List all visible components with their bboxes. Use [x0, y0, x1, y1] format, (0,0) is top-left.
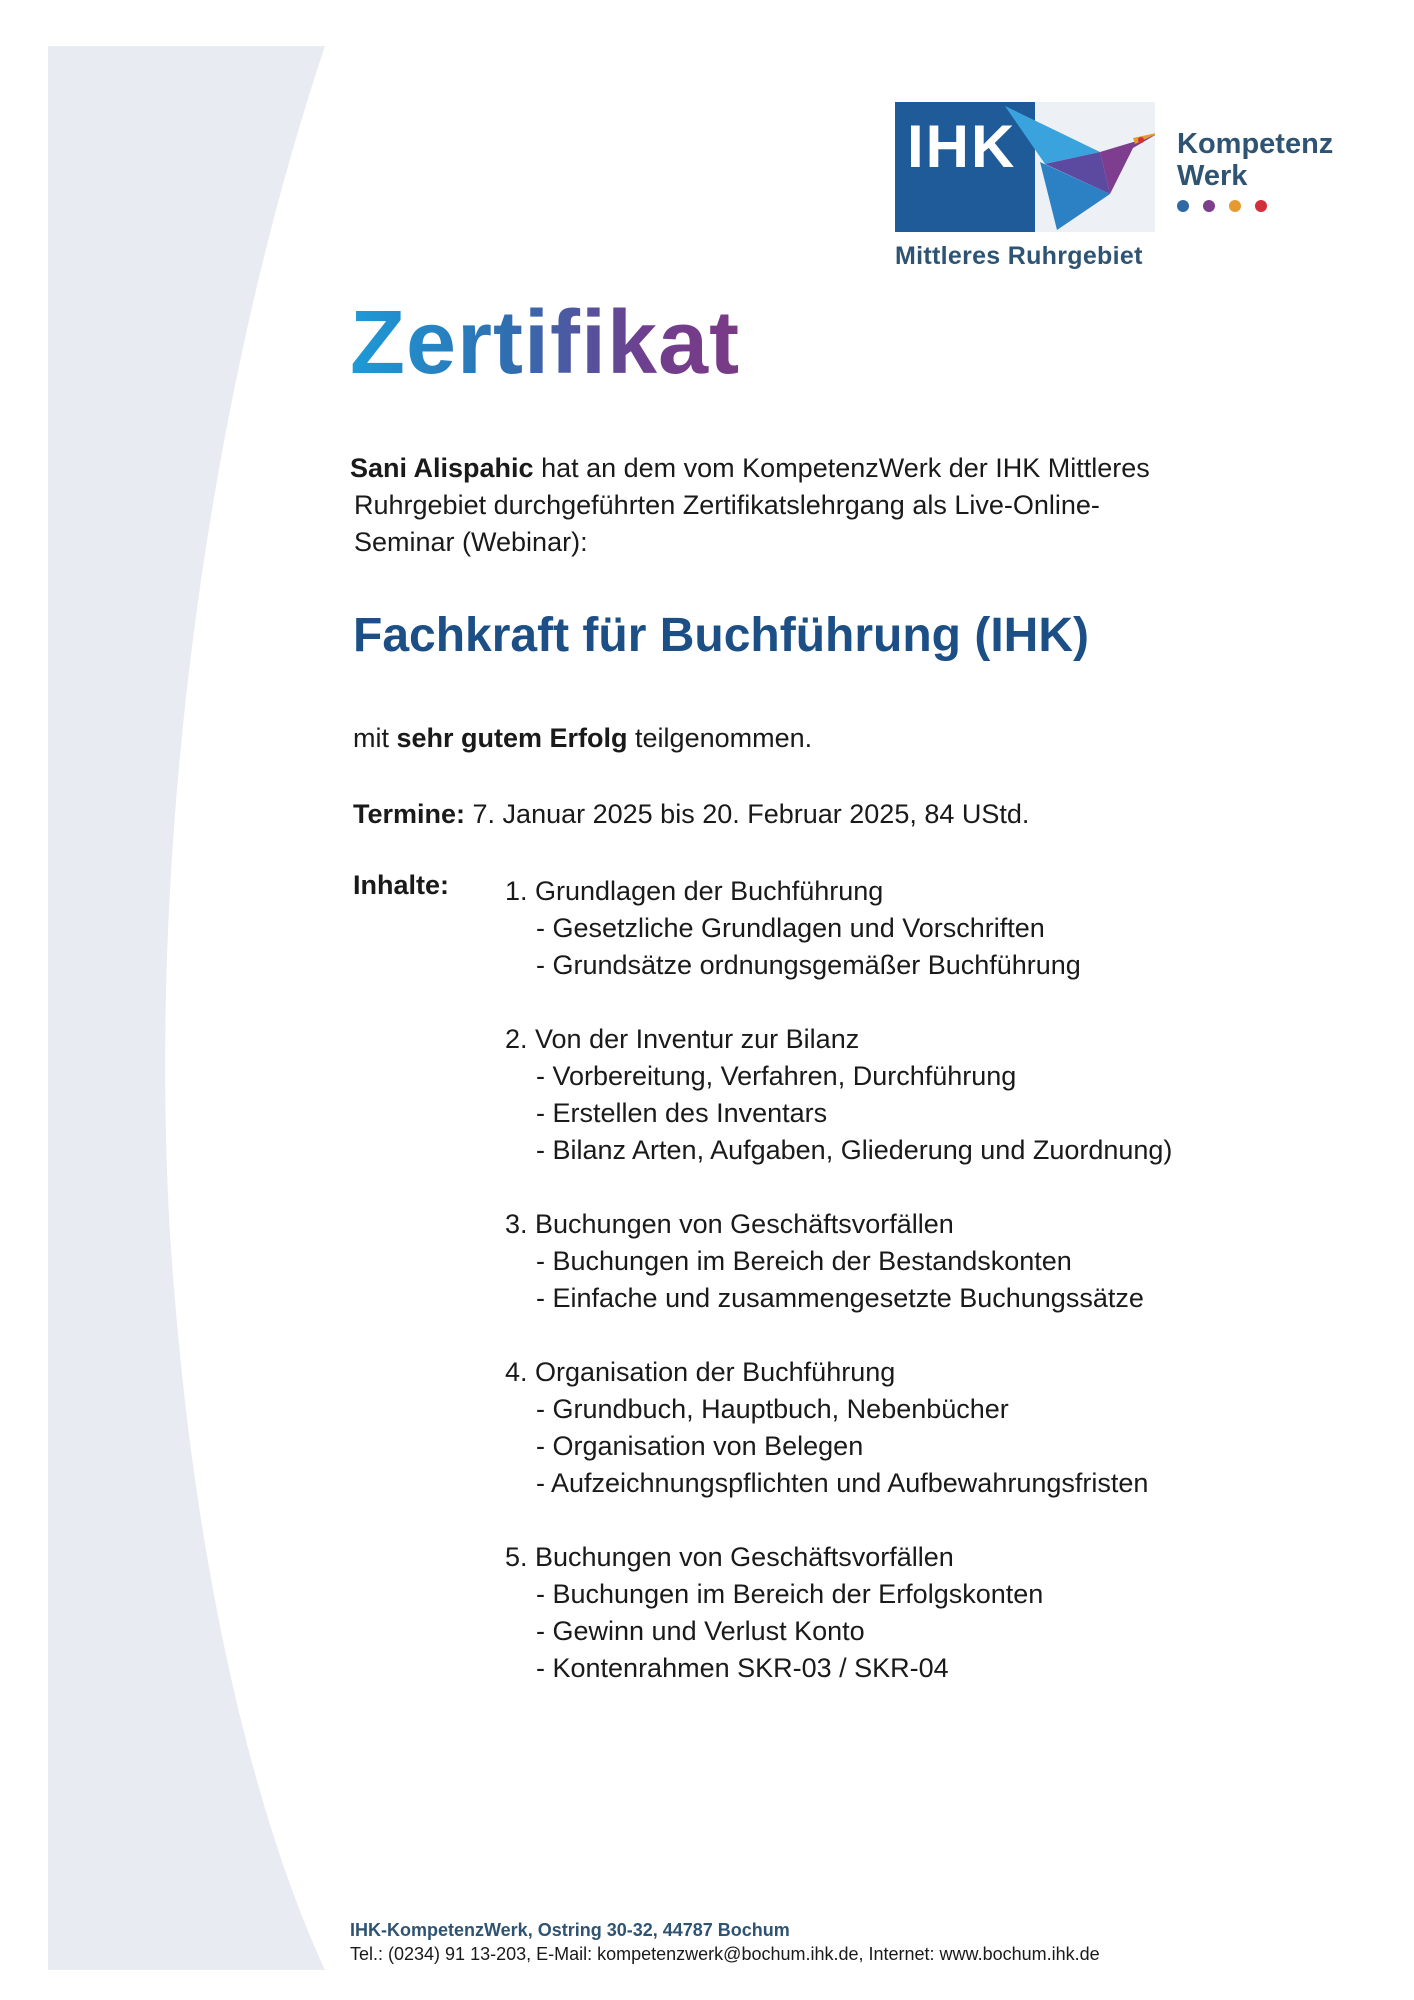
logo-dot	[1177, 200, 1189, 212]
termine-value: 7. Januar 2025 bis 20. Februar 2025, 84 UStd.	[465, 799, 1030, 829]
topic-item: - Organisation von Belegen	[536, 1431, 864, 1461]
result-suffix: teilgenommen.	[627, 723, 813, 753]
topic-title: 3. Buchungen von Geschäftsvorfällen	[505, 1209, 954, 1239]
intro-text-2: Ruhrgebiet durchgeführten Zertifikatslehrgang als Live-Online-	[354, 490, 1100, 520]
logo-dots	[1177, 200, 1267, 212]
logo-region-text: Mittleres Ruhrgebiet	[895, 242, 1143, 270]
intro-text-3: Seminar (Webinar):	[354, 527, 588, 557]
topic	[505, 1539, 1265, 1687]
footer-address: IHK-KompetenzWerk, Ostring 30-32, 44787 Bochum	[350, 1920, 790, 1940]
certificate-title: Zertifikat	[350, 293, 741, 393]
termine-label: Termine:	[353, 799, 466, 829]
topic-item: - Einfache und zusammengesetzte Buchungssätze	[536, 1283, 1144, 1313]
logo-werk-text: Werk	[1177, 160, 1248, 192]
topic-title: 4. Organisation der Buchführung	[505, 1357, 896, 1387]
logo-ihk-text: IHK	[907, 113, 1017, 180]
topic-title: 2. Von der Inventur zur Bilanz	[505, 1024, 860, 1054]
topic-item: - Aufzeichnungspflichten und Aufbewahrungsfristen	[536, 1468, 1149, 1498]
footer	[350, 1918, 1100, 1966]
logo-dot	[1229, 200, 1241, 212]
inhalte-label: Inhalte:	[353, 870, 450, 900]
topic-title: 5. Buchungen von Geschäftsvorfällen	[505, 1542, 954, 1572]
result-prefix: mit	[353, 723, 397, 753]
topic	[505, 873, 1265, 984]
result-line	[353, 720, 812, 757]
topic-item: - Gewinn und Verlust Konto	[536, 1616, 865, 1646]
topic-title: 1. Grundlagen der Buchführung	[505, 876, 884, 906]
logo-dot	[1255, 200, 1267, 212]
inhalte-list	[505, 873, 1265, 1724]
topic-item: - Grundbuch, Hauptbuch, Nebenbücher	[536, 1394, 1009, 1424]
topic-item: - Bilanz Arten, Aufgaben, Gliederung und Zuordnung)	[536, 1135, 1173, 1165]
termine-line	[353, 796, 1029, 833]
topic-item: - Vorbereitung, Verfahren, Durchführung	[536, 1061, 1017, 1091]
ihk-kompetenzwerk-logo	[895, 90, 1355, 280]
topic-item: - Grundsätze ordnungsgemäßer Buchführung	[536, 950, 1081, 980]
footer-contact: Tel.: (0234) 91 13-203, E-Mail: kompetenzwerk@bochum.ihk.de, Internet: www.bochum.ihk.de	[350, 1944, 1100, 1964]
course-title: Fachkraft für Buchführung (IHK)	[353, 609, 1089, 662]
topic	[505, 1021, 1265, 1169]
topic-item: - Erstellen des Inventars	[536, 1098, 828, 1128]
result-grade: sehr gutem Erfolg	[396, 723, 628, 753]
logo-dot	[1203, 200, 1215, 212]
intro-paragraph	[350, 450, 1250, 561]
recipient-name: Sani Alispahic	[350, 453, 534, 483]
topic	[505, 1206, 1265, 1317]
topic	[505, 1354, 1265, 1502]
topic-item: - Kontenrahmen SKR-03 / SKR-04	[536, 1653, 949, 1683]
logo-kompetenz-text: Kompetenz	[1177, 128, 1334, 160]
topic-item: - Gesetzliche Grundlagen und Vorschriften	[536, 913, 1045, 943]
topic-item: - Buchungen im Bereich der Bestandskonten	[536, 1246, 1072, 1276]
intro-text-1: hat an dem vom KompetenzWerk der IHK Mittleres	[533, 453, 1150, 483]
topic-item: - Buchungen im Bereich der Erfolgskonten	[536, 1579, 1044, 1609]
